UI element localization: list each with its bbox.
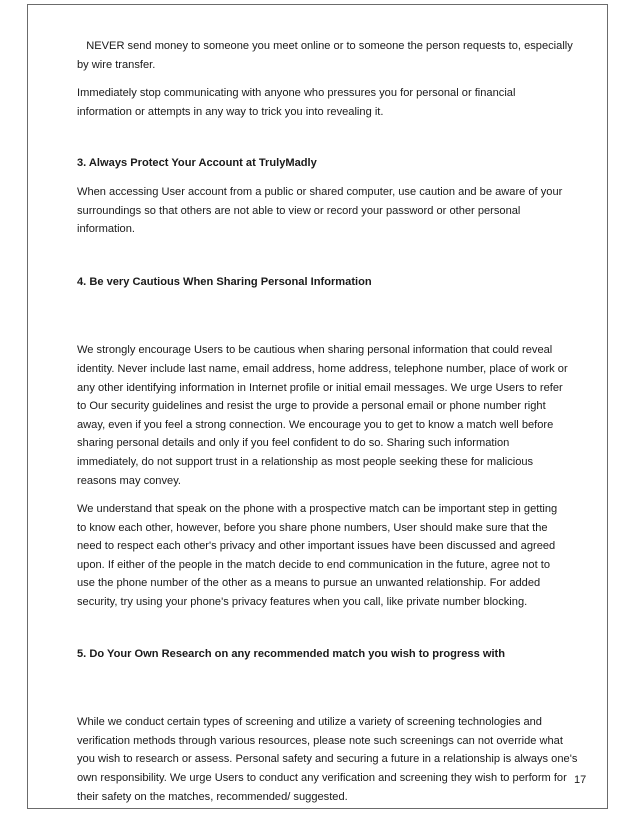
section-3-paragraph — [77, 183, 593, 239]
text-line: Immediately stop communicating with anyone who pressures you for personal or financial — [77, 87, 516, 100]
intro-warning-paragraph — [77, 37, 593, 74]
page-number: 17 — [574, 774, 587, 786]
text-line: reasons may convey. — [77, 474, 181, 487]
text-line: information or attempts in any way to trick you into revealing it. — [77, 105, 384, 118]
text-line: We understand that speak on the phone with a prospective match can be important step in getting — [77, 503, 558, 516]
text-line: their safety on the matches, recommended/ suggested. — [77, 790, 348, 803]
text-line: surroundings so that others are not able to view or record your password or other personal — [77, 204, 521, 217]
text-line: We strongly encourage Users to be cautious when sharing personal information that could reveal — [77, 344, 553, 357]
section-4-paragraph-2 — [77, 500, 593, 612]
text-line: While we conduct certain types of screening and utilize a variety of screening technologies and — [77, 716, 542, 729]
text-line: to know each other, however, before you share phone numbers, User should make sure that the — [77, 521, 548, 534]
intro-pressure-paragraph — [77, 84, 593, 121]
text-line: upon. If either of the people in the match decide to end communication in the future, agree not to — [77, 558, 551, 571]
text-line: verification methods through various resources, please note such screenings can not override what — [77, 734, 563, 747]
section-5-heading: 5. Do Your Own Research on any recommended match you wish to progress with — [77, 647, 506, 660]
text-line: need to respect each other's privacy and other important issues have been discussed and agreed — [77, 540, 556, 553]
text-line: NEVER send money to someone you meet online or to someone the person requests to, especially — [77, 40, 573, 52]
text-line: sharing personal details and only if you feel confident to do so. Sharing such information — [77, 437, 510, 450]
section-3-heading: 3. Always Protect Your Account at TrulyMadly — [77, 157, 317, 170]
document-body — [77, 37, 593, 806]
text-line: identity. Never include last name, email address, home address, telephone number, place of work or — [77, 362, 568, 375]
text-line: you wish to research or assess. Personal safety and securing a future in a relationship is always one's — [77, 753, 578, 766]
section-5-paragraph — [77, 713, 593, 806]
text-line: any other identifying information in Internet profile or initial email messages. We urge Users to refer — [77, 381, 563, 394]
section-4-paragraph-1 — [77, 341, 593, 490]
section-4-heading: 4. Be very Cautious When Sharing Personal Information — [77, 275, 372, 288]
text-line: security, try using your phone's privacy features when you call, like private number blocking. — [77, 596, 528, 609]
text-line: information. — [77, 223, 135, 236]
text-line: by wire transfer. — [77, 58, 156, 71]
text-line: When accessing User account from a public or shared computer, use caution and be aware of your — [77, 185, 563, 198]
text-line: away, even if you feel a strong connection. We encourage you to get to know a match well before — [77, 418, 554, 431]
text-line: immediately, do not support trust in a relationship as most people seeking these for malicious — [77, 455, 534, 468]
text-line: use the phone number of the other as a means to pursue an unwanted relationship. For added — [77, 577, 541, 590]
text-line: own responsibility. We urge Users to conduct any verification and screening they wish to perform for — [77, 772, 567, 785]
text-line: to Our security guidelines and resist the urge to provide a personal email or phone number right — [77, 400, 546, 413]
